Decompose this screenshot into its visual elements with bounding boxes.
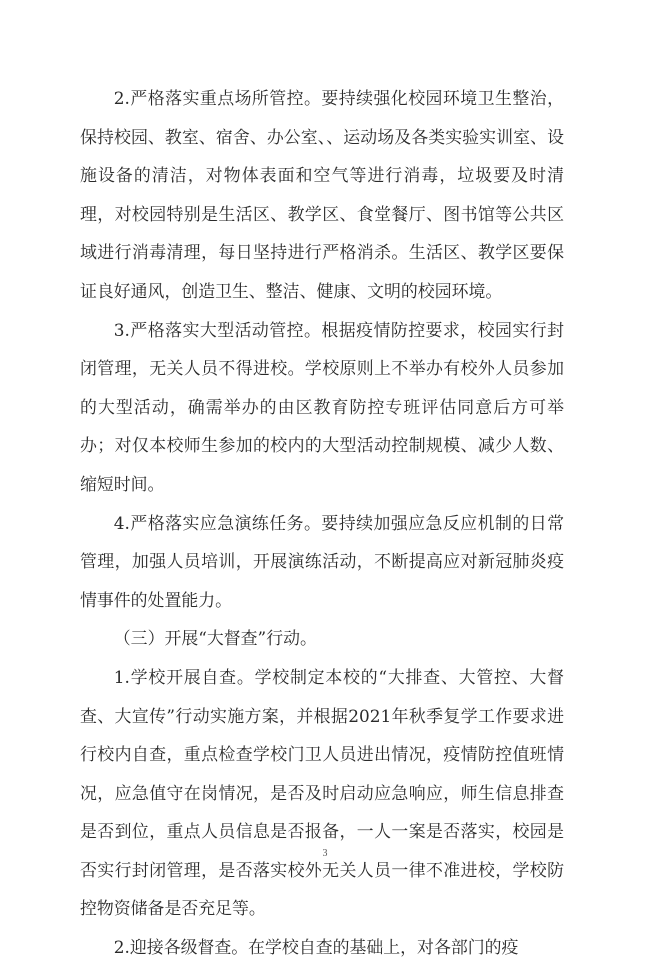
page-number: 3 bbox=[322, 848, 328, 859]
paragraph-key-venue-control: 2.严格落实重点场所管控。要持续强化校园环境卫生整治，保持校园、教室、宿舍、办公室、、运动场及各类实验实训室、设施设备的清洁，对物体表面和空气等进行消毒，垃圾要及时清理，对校园特别是生活区、教学区、食堂餐厅、图书馆等公共区域进行消毒清理，每日坚持进行严格消杀。生活区、教学区要保证良好通风，创造卫生、整洁、健康、文明的校园环境。 bbox=[80, 88, 564, 301]
body-text bbox=[80, 79, 564, 967]
paragraph-external-inspection: 2.迎接各级督查。在学校自查的基础上，对各部门的疫 bbox=[113, 937, 519, 958]
paragraph-emergency-drill: 4.严格落实应急演练任务。要持续加强应急反应机制的日常管理，加强人员培训，开展演练活动，不断提高应对新冠肺炎疫情事件的处置能力。 bbox=[80, 512, 564, 610]
paragraph-school-self-check: 1.学校开展自查。学校制定本校的“大排查、大管控、大督查、大宣传”行动实施方案，并根据2021年秋季复学工作要求进行校内自查，重点检查学校门卫人员进出情况，疫情防控值班情况，应急值守在岗情况，是否及时启动应急响应，师生信息排查是否到位，重点人员信息是否报备，一人一案是否落实，校园是否实行封闭管理，是否落实校外无关人员一律不准进校，学校防控物资储备是否充足等。 bbox=[80, 666, 564, 919]
section-heading-inspection: （三）开展“大督查”行动。 bbox=[113, 628, 317, 649]
paragraph-large-event-control: 3.严格落实大型活动管控。根据疫情防控要求，校园实行封闭管理，无关人员不得进校。学校原则上不举办有校外人员参加的大型活动，确需举办的由区教育防控专班评估同意后方可举办；对仅本校师生参加的校内的大型活动控制规模、减少人数、缩短时间。 bbox=[80, 319, 564, 494]
